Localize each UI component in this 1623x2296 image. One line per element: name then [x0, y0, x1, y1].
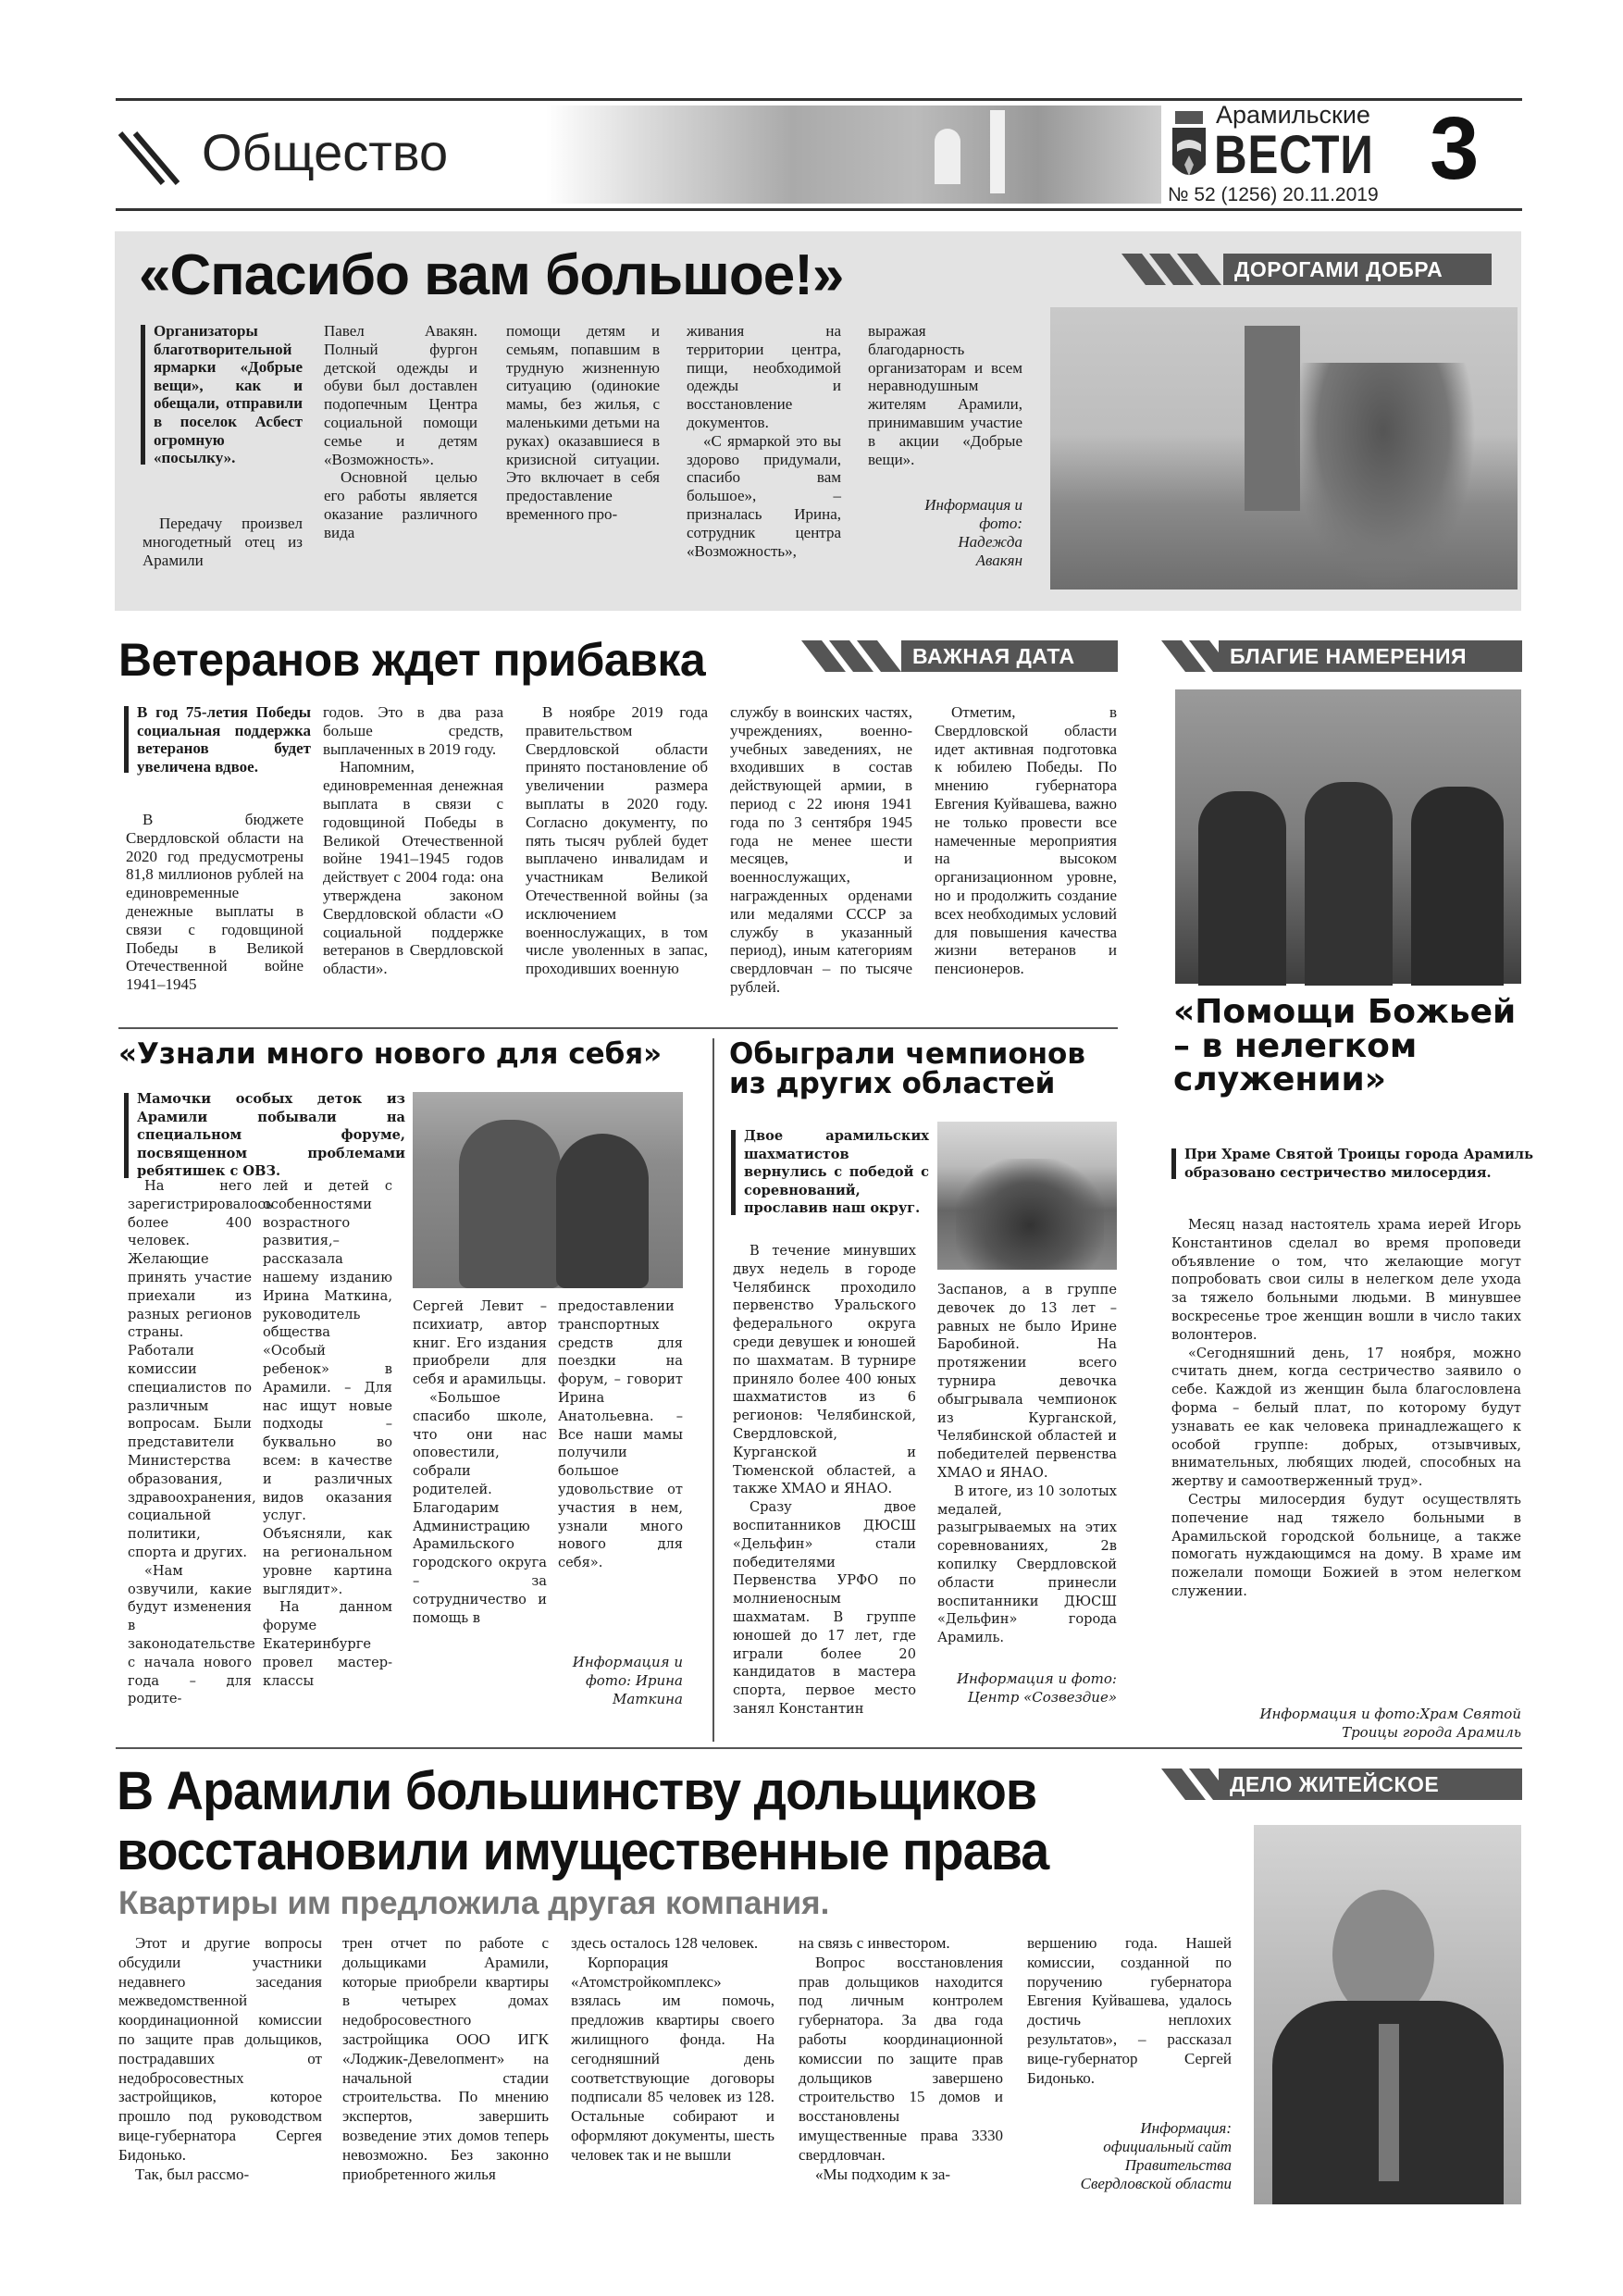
paragraph: Сергей Левит – психиатр, автор книг. Его издания приобрели для себя и арамильцы.: [413, 1298, 547, 1388]
article-chess-title: Обыграли чемпионов из других областей: [729, 1037, 1085, 1100]
paragraph: В бюджете Свердловской области на 2020 год предусмотрены 81,8 миллионов рублей на единовременные денежные выплаты в связи с годовщиной Победы в Великой Отечественной войне 1941–1945: [126, 811, 304, 994]
photo-people: [1291, 363, 1476, 590]
rubric-label: ДЕЛО ЖИТЕЙСКОЕ: [1219, 1769, 1522, 1800]
photo-figure-1: [1198, 791, 1286, 986]
paragraph: Основной целью его работы является оказание различного вида: [324, 468, 477, 541]
photo-woman-1: [459, 1120, 561, 1288]
article-chess-col-2: [937, 1281, 1117, 1651]
paragraph: «Нам озвучили, какие будут изменения в законодательстве с начала нового года – для родите-: [128, 1562, 255, 1707]
paragraph: на связь с инвестором.: [799, 1934, 950, 1952]
paragraph: выражая благодарность организаторам и всем неравнодушным жителям Арамили, принимавшим участие в акции «Добрые вещи».: [868, 322, 1022, 468]
article-church-title: «Помощи Божьей – в нелегком служении»: [1173, 993, 1517, 1099]
section-slashes-icon: [117, 130, 181, 187]
paragraph: трен отчет по работе с дольщиками Арамили, которые приобрели квартиры в четырех домах недобросовестного застройщика ООО ИГК «Лоджик-Девелопмент» на начальной стадии строительства. По мнению экспертов, завершить возведение этих домов теперь невозможно. Без законно приобретенного жилья: [342, 1934, 549, 2183]
church-dome: [935, 129, 960, 184]
photo-woman-2: [556, 1134, 649, 1288]
photo-kids: [956, 1159, 1104, 1270]
paragraph: На него зарегистрировалось более 400 человек. Желающие принять участие приехали из разных регионов страны. Работали комиссии специалистов по различным вопросам. Были представители Министерства образования, здравоохранения, социальной политики, спорта и других.: [128, 1178, 273, 1560]
paragraph: Сразу двое воспитанников ДЮСШ «Дельфин» стали победителями Первенства УРФО по молниеносным шахматам. В группе юношей до 17 лет, где играли более 20 кандидатов в мастера спорта, первое место занял Константин: [733, 1499, 916, 1717]
paragraph: Корпорация «Атомстройкомплекс» взялась им помочь, предложив квартиры своего жилищного фонда. На сегодняшний день соответствующие договоры подписали 85 человек из 128. Остальные собирают и оформляют документы, шесть человек так и не вышли: [571, 1953, 774, 2164]
rubric-tag-dorogami-dobra: [1121, 254, 1492, 285]
section-title: Общество: [202, 123, 449, 181]
article-housing-col-3: [571, 1934, 774, 2212]
article-housing-credit: Информация: официальный сайт Правительства Свердловской области: [1080, 2119, 1232, 2192]
paragraph: живания на территории центра, пищи, необходимой одежды и восстановление документов.: [687, 322, 841, 431]
article-church-body: [1171, 1216, 1521, 1697]
paragraph: Так, был рассмо-: [135, 2165, 250, 2183]
paragraph: Сестры милосердия будут осуществлять попечение над тяжело больными в Арамильской городской больнице, а также помогать нуждающимся на дому. В храме им пожелали помощи Божией в этом нелегком служении.: [1171, 1491, 1521, 1599]
photo-family-with-donations: [1050, 307, 1518, 590]
article-chess-lede: Двое арамильских шахматистов вернулись с победой с соревнований, прославив наш округ.: [731, 1127, 929, 1218]
article-thanks-credit: Информация и фото: Надежда Авакян: [924, 496, 1022, 569]
article-veterans-col-1: [126, 811, 304, 1016]
paragraph: В ноябре 2019 года правительством Свердловской области принято постановление об увеличении размера выплаты в 2020 году. Согласно документу, по пять тысяч рублей будет выплачено инвалидам и участникам Великой Отечественной войны (за исключением военнослужащих, в том числе уволенных в запас, проходивших военную: [526, 703, 708, 978]
article-thanks-col-2: [324, 322, 477, 590]
article-church-credit: Информация и фото:Храм Святой Троицы города Арамиль: [1259, 1706, 1521, 1741]
paragraph: предоставлении транспортных средств для поездки на форум, – говорит Ирина Анатольевна. – Все наши мамы получили большое удовольствие от участия в нем, узнали много нового для себя».: [558, 1298, 683, 1571]
bell-tower: [990, 110, 1005, 193]
logo-line1: Арамильские: [1216, 101, 1370, 129]
paragraph: помощи детям и семьям, попавшим в трудную жизненную ситуацию (одинокие мамы, без жилья, с маленькими детьми на руках) оказавшиеся в кризисной ситуации. Это включает в себя предоставление временного про-: [506, 322, 660, 523]
divider-vertical: [712, 1038, 714, 1742]
rubric-label: ДОРОГАМИ ДОБРА: [1223, 254, 1492, 285]
photo-figure-3: [1411, 787, 1504, 986]
article-forum-col-1: [128, 1177, 273, 1732]
header-bottom-rule: [116, 208, 1522, 211]
rubric-tag-blagie-namereniya: [1161, 640, 1522, 672]
article-thanks-col-1: [142, 515, 303, 589]
photo-tie: [1379, 2024, 1399, 2181]
paragraph: Этот и другие вопросы обсудили участники недавнего заседания межведомственной координационной комиссии по защите прав дольщиков, пострадавших от недобросовестных застройщиков, которое прошло под руководством вице-губернатора Сергея Бидонько.: [118, 1934, 322, 2164]
photo-head: [1332, 1890, 1434, 2019]
article-housing-col-4: [799, 1934, 1003, 2212]
paragraph: Заспанов, а в группе девочек до 13 лет – равных не было Ирине Баробиной. На протяжении всего турнира девочка обыгрывала чемпионок из Курганской, Челябинской областей и победителей первенства ХМАО и ЯНАО.: [937, 1282, 1117, 1481]
paragraph: службу в воинских частях, учреждениях, военно-учебных заведениях, не входивших в состав действующей армии, в период с 22 июня 1941 года по 3 сентября 1945 года не менее шести месяцев, и военнослужащих, награжденных орденами или медалями СССР за службу в указанный период), иным категориям свердловчан – по тысяче рублей.: [730, 703, 912, 996]
page-number: 3: [1430, 99, 1480, 198]
article-veterans-lede: В год 75-летия Победы социальная поддержка ветеранов будет увеличена вдвое.: [124, 703, 311, 776]
article-thanks-title: «Спасибо вам большое!»: [139, 243, 844, 307]
article-thanks-col-3: [506, 322, 660, 590]
article-thanks-col-5: [868, 322, 1022, 489]
article-housing-col-2: [342, 1934, 549, 2212]
article-housing-col-5: [1027, 1934, 1232, 2110]
paragraph: На данном форуме Екатеринбурге провел мастер-классы: [263, 1599, 392, 1689]
article-housing-title-line2: восстановили имущественные права: [117, 1821, 1049, 1881]
photo-vice-governor: [1254, 1825, 1521, 2204]
paragraph: Месяц назад настоятель храма иерей Игорь Константинов сделал во время проповеди объявление о том, что желающие могут попробовать свои силы в нелегком деле ухода за тяжело больными людьми. В минувшее воскресенье трое женщин вошли в число таких волонтеров.: [1171, 1217, 1521, 1343]
logo-line2: ВЕСТИ: [1214, 125, 1374, 185]
divider-lower: [116, 1747, 1522, 1749]
article-veterans-col-4: [730, 703, 912, 1016]
divider-veterans-bottom: [118, 1027, 1118, 1029]
paragraph: годов. Это в два раза больше средств, выплаченных в 2019 году.: [323, 703, 503, 758]
paragraph: Вопрос восстановления прав дольщиков находится под личным контролем губернатора. За два года работы координационной комиссии по защите прав дольщиков завершено строительство 15 домов и восстановлены имущественные права 3330 свердловчан.: [799, 1953, 1003, 2164]
article-housing-col-1: [118, 1934, 322, 2212]
paragraph: Павел Авакян. Полный фургон детской одежды и обуви был доставлен подопечным Центра социальной помощи семье и детям «Возможность».: [324, 322, 477, 468]
paragraph: «Мы подходим к за-: [815, 2165, 951, 2183]
paragraph: здесь осталось 128 человек.: [571, 1934, 759, 1952]
photo-figure-2: [1305, 782, 1393, 986]
article-chess-col-1: [733, 1242, 916, 1732]
photo-chess-players: [937, 1122, 1117, 1270]
paragraph: вершению года. Нашей комиссии, созданной по поручению губернатора Евгения Куйвашева, удалось достичь неплохих результатов», – рассказал вице-губернатор Сергей Бидонько.: [1027, 1934, 1232, 2087]
article-forum-col-4: [558, 1297, 683, 1631]
header-church-photo: [546, 105, 1161, 204]
article-housing-subtitle: Квартиры им предложила другая компания.: [118, 1885, 830, 1921]
article-forum-title: «Узнали много нового для себя»: [118, 1037, 663, 1071]
article-forum-lede: Мамочки особых деток из Арамили побывали на специальном форуме, посвященном проблемами ребятишек с ОВЗ.: [124, 1090, 405, 1181]
paragraph: «Сегодняшний день, 17 ноября, можно считать днем, когда сестричество заявило о себе. Каждой из женщин была благословлена форма – белый плат, по которому будут узнавать ее как человека принадлежащего к особой группе: добрых, отзывчивых, внимательных, любящих людей, способных на жертву и самоотверженный труд».: [1171, 1345, 1521, 1490]
article-chess-credit: Информация и фото: Центр «Созвездие»: [956, 1670, 1117, 1706]
photo-sisters-of-mercy: [1175, 689, 1521, 984]
paragraph: «Большое спасибо школе, что они нас оповестили, собрали родителей. Благодарим Администрацию Арамильского городского округа – за сотрудничество и помощь в: [413, 1389, 547, 1626]
photo-forum-mothers: [413, 1092, 683, 1288]
rubric-tag-vazhnaya-data: [801, 640, 1118, 672]
rubric-label: ВАЖНАЯ ДАТА: [901, 640, 1118, 672]
article-thanks-lede: Организаторы благотворительной ярмарки «Добрые вещи», как и обещали, отправили в поселок Асбест огромную «посылку».: [141, 322, 303, 467]
paragraph: Передачу произвел многодетный отец из Арамили: [142, 515, 303, 569]
article-church-lede: При Храме Святой Троицы города Арамиль образовано сестричество милосердия.: [1171, 1146, 1533, 1182]
rubric-label: БЛАГИЕ НАМЕРЕНИЯ: [1219, 640, 1522, 672]
paragraph: Напомним, единовременная денежная выплата в связи с годовщиной Победы в Великой Отечественной войне 1941–1945 годов действует с 2004 года: она утверждена законом Свердловской области «О социальной поддержке ветеранов в Свердловской области».: [323, 758, 503, 978]
paragraph: В итоге, из 10 золотых медалей, разыгрываемых на этих соревнованиях, 2в копилку Свердловской области принесли воспитанники ДЮСШ «Дельфин» города Арамиль.: [937, 1483, 1117, 1646]
paragraph: лей и детей с особенностями возрастного развития,– рассказала нашему изданию Ирина Маткина, руководитель общества «Особый ребенок» в Арамили. – Для нас ищут новые подходы – буквально во всем: в качестве и различных видов оказания услуг. Объясняли, как на региональном уровне картина выглядит».: [263, 1178, 392, 1597]
article-housing-title-line1: В Арамили большинству дольщиков: [117, 1761, 1037, 1821]
paragraph: Отметим, в Свердловской области идет активная подготовка к юбилею Победы. По мнению губернатора Евгения Куйвашева, важно не только провести все намеченные мероприятия на высоком организационном уровне, но и продолжить создание всех необходимых условий для повышения качества жизни ветеранов и пенсионеров.: [935, 703, 1117, 978]
article-veterans-col-2: [323, 703, 503, 1016]
paragraph: В течение минувших двух недель в городе Челябинск проходило первенство Уральского федерального округа среди девушек и юношей по шахматам. В турнире приняло более 400 юных шахматистов из 6 регионов: Челябинской, Свердловской, Курганской и Тюменской областей, а также ХМАО и ЯНАО.: [733, 1243, 916, 1497]
paragraph: «С ярмаркой это вы здорово придумали, спасибо вам большое», – призналась Ирина, сотрудник центра «Возможность»,: [687, 431, 841, 560]
article-forum-col-2: [263, 1177, 392, 1732]
rubric-tag-delo-zhiteyskoe: [1161, 1769, 1522, 1800]
article-forum-credit: Информация и фото: Ирина Маткина: [572, 1654, 683, 1707]
coat-of-arms-icon: [1170, 107, 1208, 185]
issue-number-date: № 52 (1256) 20.11.2019: [1168, 184, 1379, 205]
article-veterans-col-5: [935, 703, 1117, 1016]
article-thanks-col-4: [687, 322, 841, 590]
article-forum-col-3: [413, 1297, 547, 1732]
article-veterans-title: Ветеранов ждет прибавка: [118, 634, 706, 686]
article-veterans-col-3: [526, 703, 708, 1016]
